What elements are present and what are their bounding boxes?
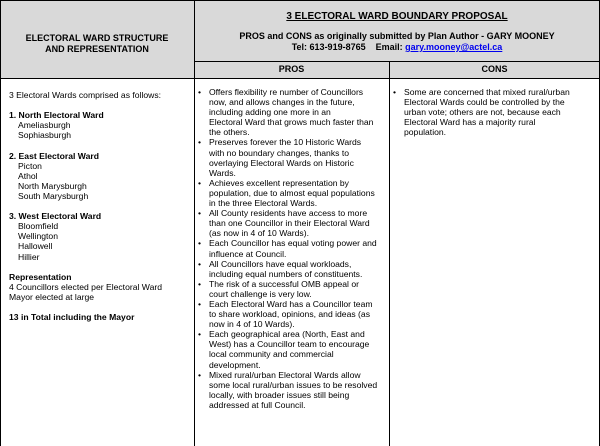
- cons-line: urban vote; others are not, because each: [404, 107, 561, 118]
- pros-item: [198, 87, 387, 137]
- pros-line: local community and commercial: [209, 349, 334, 360]
- cons-line: population.: [404, 127, 447, 138]
- pros-line: • Each Electoral Ward has a Councillor team: [209, 298, 373, 309]
- cons-line: • Some are concerned that mixed rural/urban: [404, 87, 570, 97]
- pros-list: [198, 87, 387, 410]
- structure-header-line: AND REPRESENTATION: [45, 44, 149, 54]
- table-divider-pros-cons: [389, 61, 390, 446]
- table-border-top: [0, 0, 600, 1]
- pros-line: to share workload, opinions, and ideas (as: [209, 309, 370, 320]
- pros-line: West) has a Councillor team to encourage: [209, 339, 370, 350]
- pros-line: with no boundary changes, thanks to: [209, 147, 349, 158]
- structure-header-line: ELECTORAL WARD STRUCTURE: [25, 33, 169, 43]
- ward-place: Wellington: [18, 231, 58, 242]
- header-divider-body: [0, 78, 600, 79]
- email-label: Email:: [375, 42, 403, 52]
- structure-header: [0, 33, 194, 55]
- pros-item: [198, 259, 387, 279]
- pros-line: now, and allows changes in the future,: [209, 97, 355, 108]
- pros-line: now in 4 of 10 Wards).: [209, 319, 295, 330]
- pros-line: (as now in 4 of 10 Wards).: [209, 228, 309, 239]
- pros-line: including equal numbers of constituents.: [209, 268, 363, 279]
- ward-place: Hillier: [18, 251, 40, 262]
- pros-line: • Preserves forever the 10 Historic Wards: [209, 137, 362, 148]
- tel-label: Tel:: [291, 42, 308, 52]
- pros-line: • All Councillors have equal workloads,: [209, 258, 352, 269]
- pros-line: development.: [209, 359, 261, 370]
- pros-line: • The risk of a successful OMB appeal or: [209, 278, 359, 289]
- pros-line: than one Councillor in their Electoral Ward: [209, 218, 370, 229]
- ward-place: Sophiasburgh: [18, 130, 72, 141]
- ward-place: Ameliasburgh: [18, 120, 71, 131]
- cons-column-header: CONS: [481, 64, 508, 74]
- pros-item: [198, 208, 387, 238]
- pros-line: the others.: [209, 127, 250, 138]
- pros-line: addressed at full Council.: [209, 399, 306, 410]
- ward-place: Athol: [18, 170, 38, 181]
- structure-intro: 3 Electoral Wards comprised as follows:: [9, 90, 162, 100]
- pros-line: • Offers flexibility re number of Councillors: [209, 87, 364, 97]
- proposal-header: [194, 11, 600, 53]
- cons-item: [393, 87, 597, 137]
- pros-item: [198, 279, 387, 299]
- tel-number: 613-919-8765: [309, 42, 366, 52]
- pros-line: influence at Council.: [209, 248, 287, 259]
- representation-line: 4 Councillors elected per Electoral Ward: [9, 281, 163, 292]
- representation-line: Mayor elected at large: [9, 291, 95, 302]
- ward-place: Hallowell: [18, 241, 53, 252]
- cons-line: Electoral Ward has a majority rural: [404, 117, 536, 128]
- cons-line: Electoral Wards could be controlled by the: [404, 97, 565, 108]
- cons-list: [393, 87, 597, 137]
- pros-line: locally, with broader issues still being: [209, 389, 350, 400]
- ward-place: North Marysburgh: [18, 180, 87, 191]
- total-members: 13 in Total including the Mayor: [9, 312, 135, 323]
- pros-item: [198, 238, 387, 258]
- header-divider-columns: [194, 61, 600, 62]
- ward-name-west: 3. West Electoral Ward: [9, 211, 102, 222]
- pros-line: in the three Electoral Wards.: [209, 198, 318, 209]
- ward-structure: [9, 90, 191, 322]
- proposal-title: 3 ELECTORAL WARD BOUNDARY PROPOSAL: [286, 11, 508, 22]
- pros-line: some local rural/urban issues to be resolved: [209, 379, 378, 390]
- table-border-left: [0, 0, 1, 446]
- representation-title: Representation: [9, 271, 72, 282]
- cons-list-container: [393, 87, 597, 137]
- pros-item: [198, 329, 387, 369]
- pros-line: • All County residents have access to more: [209, 208, 368, 219]
- pros-line: court challenge is very low.: [209, 288, 312, 299]
- pros-item: [198, 299, 387, 329]
- pros-item: [198, 137, 387, 177]
- pros-line: Electoral Ward that grows much faster than: [209, 117, 374, 128]
- pros-item: [198, 370, 387, 410]
- ward-name-east: 2. East Electoral Ward: [9, 150, 99, 161]
- pros-line: Wards.: [209, 167, 236, 178]
- ward-place: Bloomfield: [18, 221, 59, 232]
- proposal-subtitle: PROS and CONS as originally submitted by Plan Author - GARY MOONEY: [239, 31, 555, 41]
- pros-line: population, due to almost equal populations: [209, 187, 375, 198]
- pros-list-container: [198, 87, 387, 410]
- ward-name-north: 1. North Electoral Ward: [9, 110, 104, 121]
- pros-line: • Each geographical area (North, East and: [209, 329, 365, 340]
- pros-line: including adding one more in an: [209, 107, 331, 118]
- pros-column-header: PROS: [278, 64, 305, 74]
- ward-place: South Marysburgh: [18, 190, 89, 201]
- proposal-contact: [194, 42, 600, 53]
- pros-line: • Each Councillor has equal voting power and: [209, 238, 377, 249]
- pros-line: • Achieves excellent representation by: [209, 177, 349, 188]
- email-link[interactable]: gary.mooney@actel.ca: [405, 42, 503, 52]
- pros-item: [198, 178, 387, 208]
- pros-line: • Mixed rural/urban Electoral Wards allow: [209, 369, 361, 380]
- pros-line: overlaying Electoral Wards on Historic: [209, 157, 354, 168]
- ward-place: Picton: [18, 160, 42, 171]
